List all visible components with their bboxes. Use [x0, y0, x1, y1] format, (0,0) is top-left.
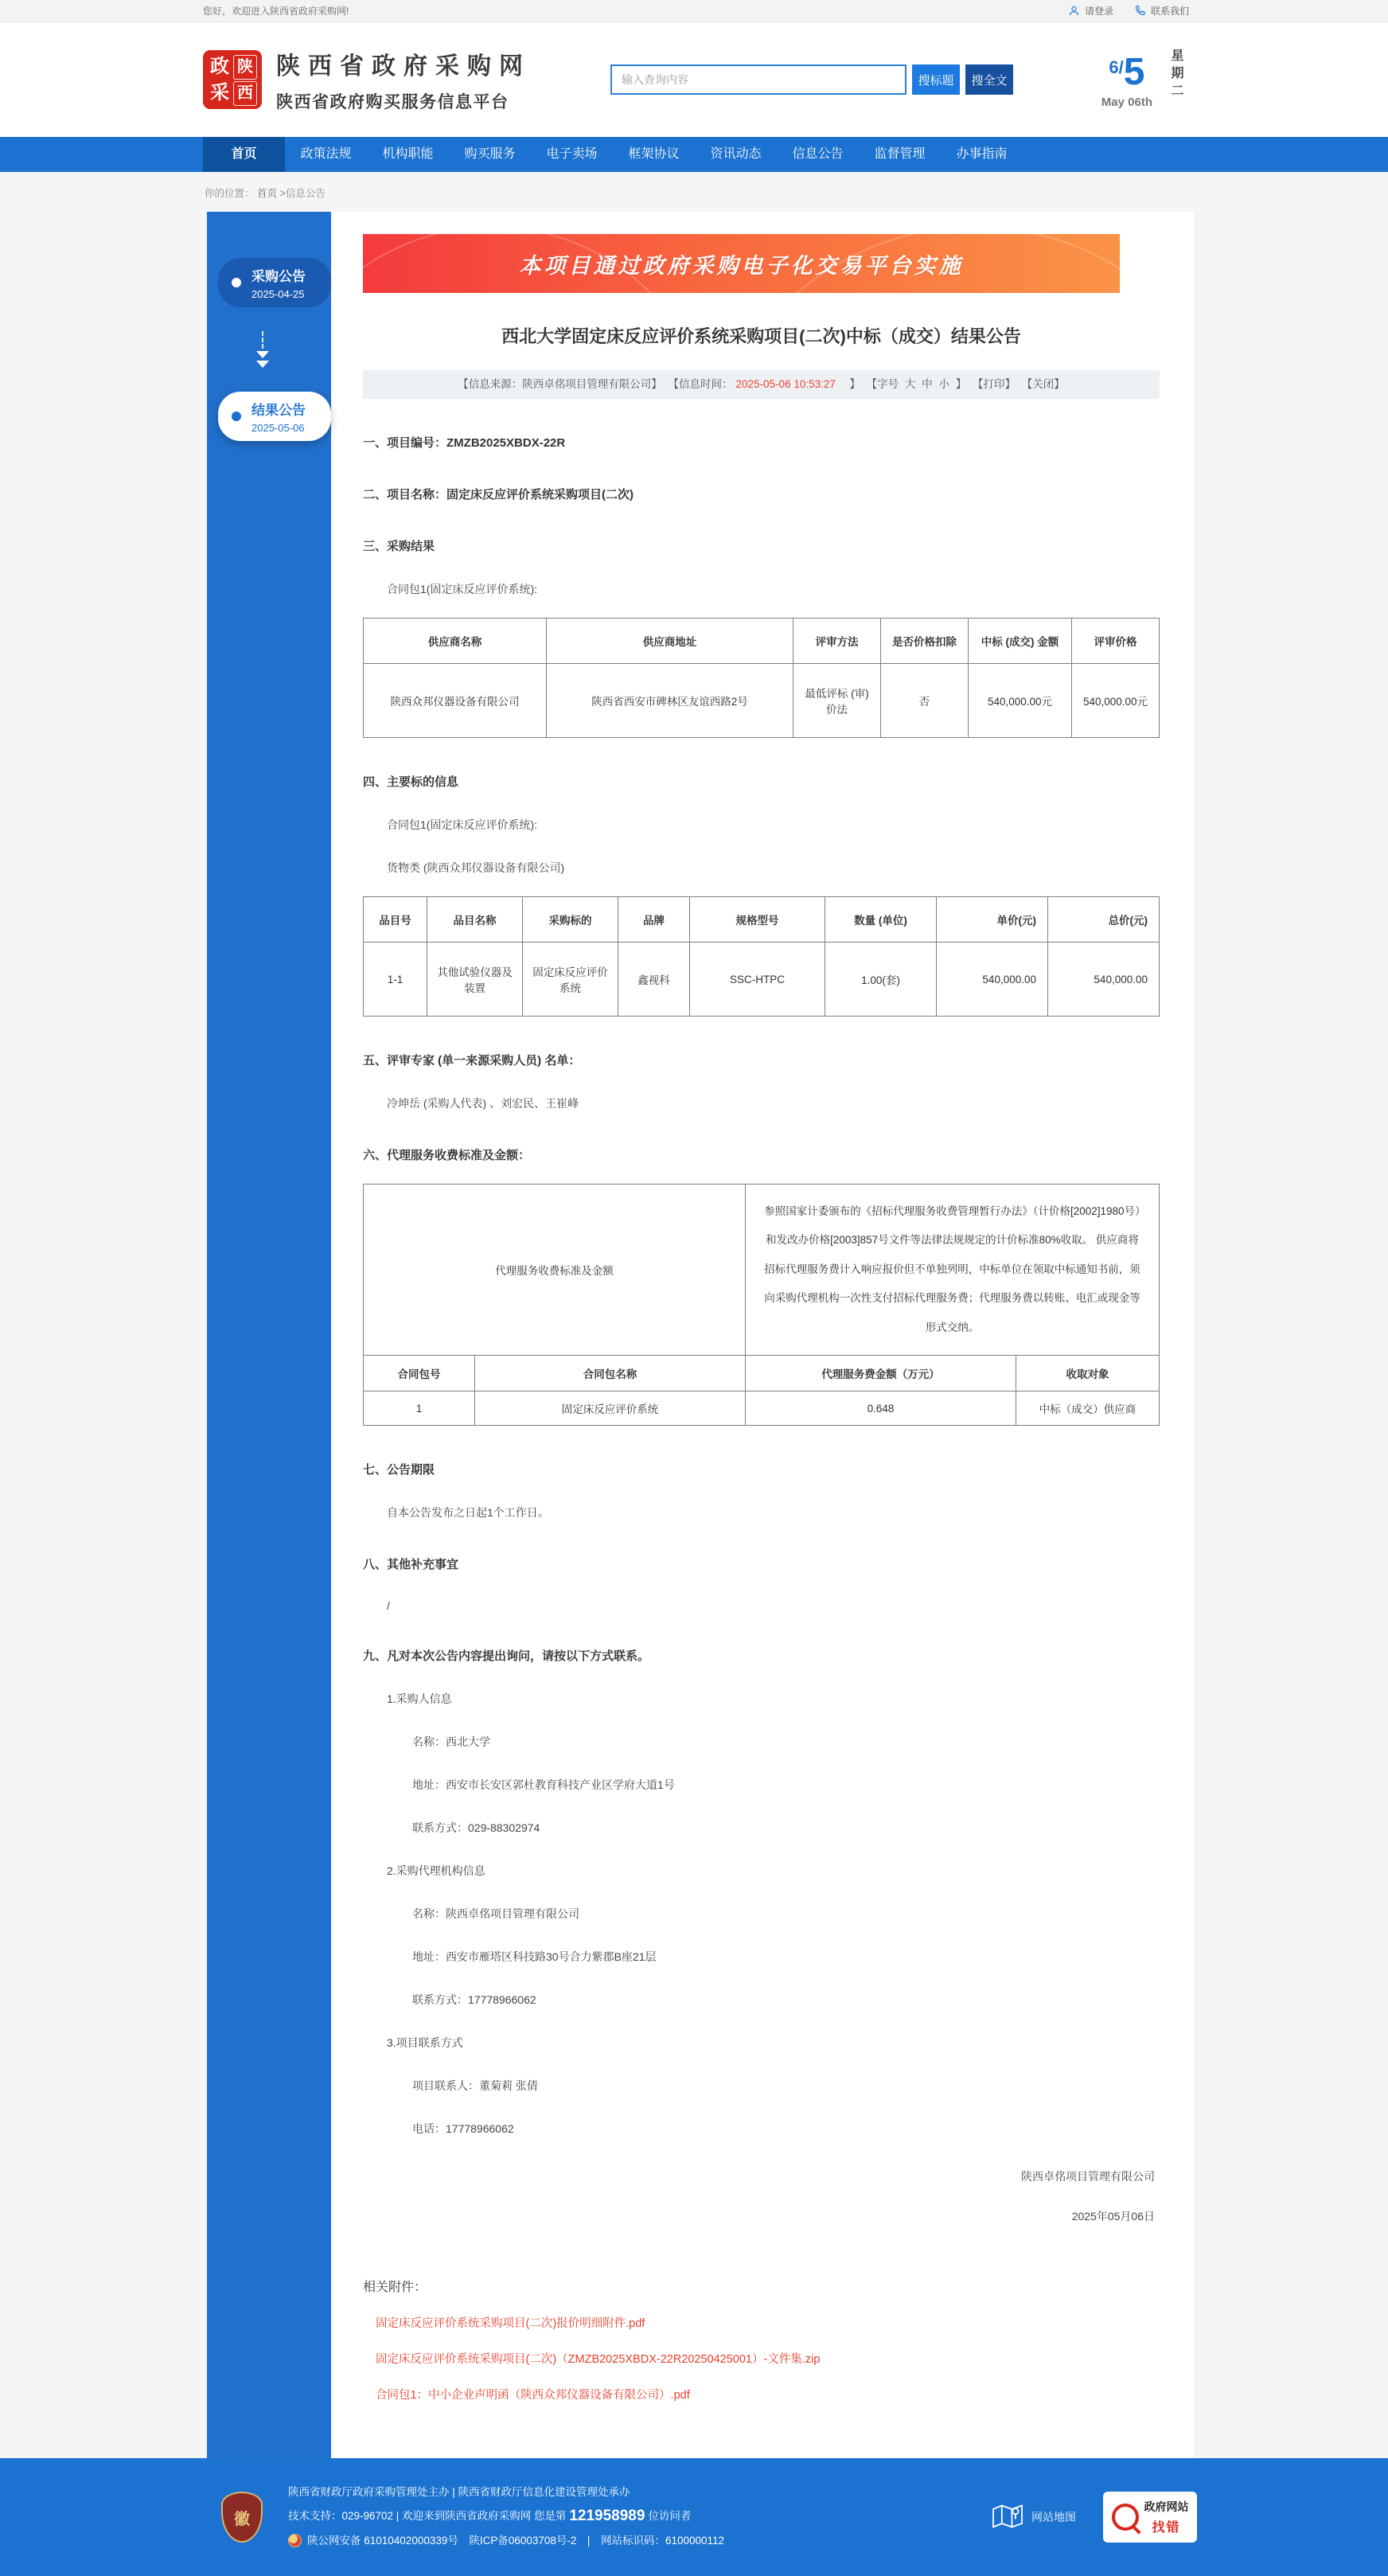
price-deduction: 否: [881, 664, 969, 738]
col-supplier-name: 供应商名称: [364, 619, 547, 664]
col-item-no: 品目号: [364, 897, 427, 943]
search-bar: [610, 64, 1013, 95]
agency-address: 地址：西安市雁塔区科技路30号合力紫郡B座21层: [412, 1950, 657, 1964]
fee-amount: 0.648: [746, 1391, 1016, 1426]
col-supplier-address: 供应商地址: [547, 619, 793, 664]
timeline-dot-icon: [232, 412, 241, 421]
article-meta-bar: [363, 370, 1160, 399]
section-agency-fee: 六、代理服务收费标准及金额：: [363, 1149, 531, 1162]
date-month: 6/: [1109, 57, 1124, 77]
model: SSC-HTPC: [690, 943, 825, 1017]
item-name: 其他试验仪器及装置: [427, 943, 523, 1017]
col-model: 规格型号: [690, 897, 825, 943]
col-package-no: 合同包号: [364, 1356, 475, 1391]
sidebar-item-label: 结果公告: [251, 403, 306, 418]
col-fee-payer: 收取对象: [1016, 1356, 1160, 1391]
logo-char-4: 西: [233, 81, 257, 106]
contract-package-label: 合同包1(固定床反应评价系统):: [387, 818, 537, 831]
page-title: 西北大学固定床反应评价系统采购项目(二次)中标（成交）结果公告: [501, 326, 1021, 346]
col-unit-price: 单价(元): [937, 897, 1048, 943]
contract-package-label: 合同包1(固定床反应评价系统):: [387, 583, 537, 595]
sidebar-item-label: 采购公告: [251, 269, 306, 284]
supplier-name: 陕西众邦仪器设备有限公司: [364, 664, 547, 738]
nav-item-purchase-service[interactable]: 购买服务: [464, 147, 516, 161]
breadcrumb-separator: >: [279, 188, 286, 199]
fontsize-large-button[interactable]: 大: [904, 378, 916, 390]
project-contact-title: 3.项目联系方式: [387, 2036, 463, 2050]
review-method: 最低评标 (审) 价法: [793, 664, 881, 738]
table-header-row: [364, 897, 1160, 943]
col-total-price: 总价(元): [1048, 897, 1160, 943]
col-quantity: 数量 (单位): [825, 897, 937, 943]
col-award-amount: 中标 (成交) 金额: [969, 619, 1072, 664]
nav-item-home[interactable]: 首页: [203, 137, 285, 172]
agency-info-title: 2.采购代理机构信息: [387, 1864, 485, 1878]
attachment-link-file-set-zip[interactable]: 固定床反应评价系统采购项目(二次)（ZMZB2025XBDX-22R20250425001）-文件集.zip: [376, 2353, 821, 2367]
meta-time-suffix: 】: [838, 378, 860, 390]
item-no: 1-1: [364, 943, 427, 1017]
agency-fee-table: [363, 1184, 1160, 1426]
sidebar-item-date: 2025-04-25: [251, 288, 305, 300]
error-badge-action: 找错: [1152, 2521, 1181, 2535]
close-button[interactable]: 【关闭】: [1021, 378, 1065, 390]
nav-item-guide[interactable]: 办事指南: [956, 147, 1008, 161]
date-day: 5: [1123, 51, 1145, 93]
fontsize-medium-button[interactable]: 中: [922, 378, 933, 390]
project-contact-phone: 电话：17778966062: [412, 2122, 514, 2136]
main-area: [207, 212, 1194, 2458]
fee-standard-text: 参照国家计委颁布的《招标代理服务收费管理暂行办法》（计价格[2002]1980号）和发改办价格[2003]857号文件等法律法规规定的计价标准80%收取。 供应商将招标代理服务费计入响应报价但不单独列明，中标单位在领取中标通知书前，须向采购代理机构一次性支付招标代理服务费；代理服务费以转账、电汇或现金等形式交纳。: [746, 1185, 1160, 1356]
gov-shield-icon: [221, 2492, 263, 2543]
nav-item-policies[interactable]: 政策法规: [300, 147, 352, 161]
date-english: May 06th: [1101, 96, 1152, 109]
meta-source: 【信息来源：陕西卓佲项目管理有限公司】: [458, 378, 662, 390]
footer-support-prefix: 技术支持：029-96702 | 欢迎来到陕西省政府采购网 您是第: [288, 2509, 567, 2522]
col-item-name: 品目名称: [427, 897, 523, 943]
quantity: 1.00(套): [825, 943, 937, 1017]
phone-icon: [1134, 5, 1146, 17]
login-link[interactable]: [1068, 4, 1113, 18]
col-procurement-target: 采购标的: [523, 897, 618, 943]
footer-registration-line: [288, 2534, 724, 2547]
table-row: [364, 1185, 1160, 1356]
attachment-link-quote-detail-pdf[interactable]: 固定床反应评价系统采购项目(二次)报价明细附件.pdf: [376, 2317, 645, 2331]
gov-site-error-report-badge[interactable]: [1103, 2492, 1197, 2543]
experts-list: 冷坤岳 (采购人代表) 、刘宏民、王崔峰: [387, 1097, 579, 1110]
table-row: [364, 664, 1160, 738]
fontsize-small-button[interactable]: 小: [938, 378, 949, 390]
col-price-deduction: 是否价格扣除: [881, 619, 969, 664]
down-arrow-icon: [256, 331, 269, 368]
nav-item-announcements[interactable]: 信息公告: [792, 147, 844, 161]
award-amount: 540,000.00元: [969, 664, 1072, 738]
sidebar-item-procurement-notice[interactable]: [218, 258, 331, 307]
notice-period-text: 自本公告发布之日起1个工作日。: [387, 1506, 549, 1520]
purchaser-phone: 联系方式：029-88302974: [412, 1821, 540, 1835]
breadcrumb-prefix: 你的位置：: [205, 188, 255, 199]
package-no: 1: [364, 1391, 475, 1426]
shield-glyph: 徽: [234, 2510, 250, 2528]
purchaser-info-title: 1.采购人信息: [387, 1692, 452, 1706]
site-title: 陕西省政府采购网: [276, 53, 531, 80]
section-project-number: 一、项目编号：ZMZB2025XBDX-22R: [363, 436, 566, 450]
meta-time: 2025-05-06 10:53:27: [735, 378, 836, 390]
table-header-row: [364, 619, 1160, 664]
purchaser-name: 名称：西北大学: [412, 1735, 490, 1749]
brand: 鑫视科: [618, 943, 690, 1017]
signature-date: 2025年05月06日: [1071, 2210, 1155, 2223]
col-review-price: 评审价格: [1072, 619, 1160, 664]
meta-fontsize-suffix: 】: [955, 378, 967, 390]
fee-payer: 中标（成交）供应商: [1016, 1391, 1160, 1426]
search-input[interactable]: [610, 64, 906, 95]
section-project-name: 二、项目名称：固定床反应评价系统采购项目(二次): [363, 488, 634, 502]
breadcrumb-current: 信息公告: [285, 188, 326, 199]
map-icon: [992, 2502, 1023, 2533]
purchaser-address: 地址：西安市长安区郭杜教育科技产业区学府大道1号: [412, 1778, 675, 1792]
attachment-link-sme-declaration-pdf[interactable]: 合同包1：中小企业声明函（陕西众邦仪器设备有限公司）.pdf: [376, 2389, 690, 2402]
article-content: [331, 212, 1194, 2458]
top-utility-bar: [0, 0, 1388, 22]
print-button[interactable]: 【打印】: [972, 378, 1016, 390]
error-badge-title: 政府网站: [1144, 2500, 1189, 2514]
date-widget: [1101, 49, 1185, 111]
date-weekday: 星期二: [1169, 49, 1183, 101]
total-price: 540,000.00: [1048, 943, 1160, 1017]
footer-organizer-line: 陕西省财政厅政府采购管理处主办 | 陕西省财政厅信息化建设管理处承办: [288, 2486, 630, 2499]
table-row: [364, 1391, 1160, 1426]
section-main-items: 四、主要标的信息: [363, 775, 459, 789]
goods-category-label: 货物类 (陕西众邦仪器设备有限公司): [387, 861, 565, 874]
attachments-title: 相关附件：: [363, 2281, 427, 2295]
items-table: [363, 896, 1160, 1017]
sidebar-item-date: 2025-05-06: [251, 422, 305, 434]
review-price: 540,000.00元: [1072, 664, 1160, 738]
platform-banner: [363, 234, 1120, 293]
section-notice-period: 七、公告期限: [363, 1463, 435, 1477]
timeline-sidebar: [207, 212, 331, 2458]
footer-registration-text: 陕公网安备 61010402000339号 陕ICP备06003708号-2 | 网站标识码：6100000112: [307, 2534, 725, 2547]
nav-item-supervision[interactable]: 监督管理: [874, 147, 926, 161]
national-emblem-icon: [288, 2534, 302, 2547]
nav-item-functions[interactable]: 机构职能: [382, 147, 434, 161]
search-fulltext-button[interactable]: 搜全文: [965, 64, 1013, 95]
sitemap-label: 网站地图: [1031, 2511, 1076, 2524]
sitemap-link[interactable]: [992, 2502, 1076, 2533]
user-icon: [1068, 5, 1080, 17]
result-table: [363, 618, 1160, 738]
site-subtitle: 陕西省政府购买服务信息平台: [276, 93, 509, 111]
contact-link[interactable]: [1134, 4, 1189, 18]
other-matters-text: /: [387, 1599, 390, 1613]
package-name: 固定床反应评价系统: [475, 1391, 746, 1426]
table-header-row: [364, 1356, 1160, 1391]
nav-item-e-market[interactable]: 电子卖场: [546, 147, 598, 161]
meta-fontsize-prefix: 【字号: [866, 378, 899, 390]
footer-support-suffix: 位访问者: [648, 2509, 692, 2522]
signature-company: 陕西卓佲项目管理有限公司: [1021, 2170, 1155, 2184]
section-other-matters: 八、其他补充事宜: [363, 1558, 459, 1572]
col-review-method: 评审方法: [793, 619, 881, 664]
logo-char-3: 采: [210, 82, 229, 103]
fee-standard-label: 代理服务收费标准及金额: [364, 1185, 746, 1356]
breadcrumb-home-link[interactable]: 首页: [257, 188, 278, 199]
section-result-title: 三、采购结果: [363, 540, 435, 553]
nav-item-framework[interactable]: 框架协议: [628, 147, 680, 161]
site-header: [0, 22, 1388, 137]
login-label: 请登录: [1084, 6, 1113, 17]
procurement-target: 固定床反应评价系统: [523, 943, 618, 1017]
section-inquiries: 九、凡对本次公告内容提出询问，请按以下方式联系。: [363, 1649, 650, 1664]
visitor-count: 121958989: [569, 2507, 645, 2524]
section-experts: 五、评审专家 (单一来源采购人员) 名单：: [363, 1054, 581, 1067]
col-fee-amount: 代理服务费金额（万元）: [746, 1356, 1016, 1391]
search-title-button[interactable]: 搜标题: [912, 64, 960, 95]
agency-name: 名称：陕西卓佲项目管理有限公司: [412, 1907, 579, 1921]
timeline-dot-icon: [232, 278, 241, 287]
table-row: [364, 943, 1160, 1017]
banner-text: 本项目通过政府采购电子化交易平台实施: [519, 253, 964, 278]
contact-label: 联系我们: [1150, 6, 1189, 17]
col-brand: 品牌: [618, 897, 690, 943]
col-package-name: 合同包名称: [475, 1356, 746, 1391]
supplier-address: 陕西省西安市碑林区友谊西路2号: [547, 664, 793, 738]
site-footer: [0, 2458, 1388, 2576]
main-nav: [0, 137, 1388, 172]
footer-support-line: [288, 2508, 724, 2523]
site-logo[interactable]: [203, 50, 262, 109]
breadcrumb: [0, 172, 1388, 212]
logo-char-2: 陕: [233, 55, 257, 80]
unit-price: 540,000.00: [937, 943, 1048, 1017]
nav-item-news[interactable]: 资讯动态: [710, 147, 762, 161]
magnifier-icon: [1112, 2504, 1139, 2531]
welcome-text: 您好，欢迎进入陕西省政府采购网!: [203, 6, 349, 17]
agency-phone: 联系方式：17778966062: [412, 1993, 536, 2007]
meta-time-prefix: 【信息时间：: [668, 378, 733, 390]
sidebar-item-result-notice[interactable]: [218, 392, 331, 441]
logo-char-1: 政: [210, 56, 229, 77]
project-contact-person: 项目联系人：董菊莉 张倩: [412, 2079, 538, 2093]
